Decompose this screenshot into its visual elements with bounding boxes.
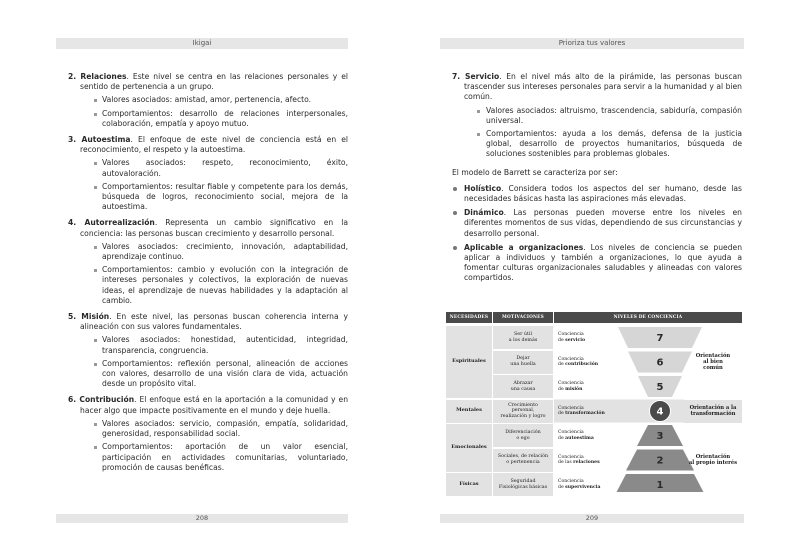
feature-text: . Los niveles de conciencia se pueden aplicar a individuos y también a organizaciones, lo que ayuda a fomentar culturas organizacionales saludables y alineadas con valores compartidos. — [464, 242, 743, 283]
consciousness-name — [558, 362, 616, 367]
motivation-line: Sociales, de relación — [497, 454, 549, 460]
level-name: Contribución — [79, 395, 135, 405]
left-page-number: 208 — [56, 514, 348, 523]
level-number-label: 4 — [656, 406, 664, 418]
level-item-bullet: Comportamientos: desarrollo de relaciones interpersonales, colaboración, empatía y apoyo mutuo. — [68, 109, 348, 129]
feature-item — [452, 208, 742, 239]
left-running-header: Ikigai — [56, 38, 348, 49]
motivation-line: Abrazar — [513, 380, 533, 386]
consciousness-label — [554, 326, 616, 349]
level-item-bullet: Comportamientos: resultar fiable y competente para los demás, búsqueda de logros, reconocimiento social, mejora de la autoestima. — [68, 182, 348, 213]
consciousness-name — [558, 436, 616, 441]
motivation-line: Crecimiento — [508, 402, 538, 408]
level-number-label: 6 — [656, 357, 664, 369]
level-text: . Representa un cambio significativo en la conciencia: las personas buscan crecimiento y desarrollo personal. — [80, 218, 348, 238]
orientation-line: al bien — [703, 359, 723, 365]
consciousness-name — [558, 338, 616, 343]
consciousness-prefix: Conciencia — [558, 332, 584, 338]
level-item-bullet: Comportamientos: ayuda a los demás, defensa de la justicia global, desarrollo de proyectos humanitarios, búsqueda de soluciones sostenibles para problemas globales. — [452, 129, 742, 160]
level-heading — [68, 135, 348, 155]
motivation-line: una causa — [510, 386, 536, 392]
consciousness-prefix: Conciencia — [558, 454, 584, 460]
barrett-levels-figure — [446, 312, 742, 492]
level-number-label: 5 — [656, 382, 664, 393]
consciousness-key: misión — [565, 386, 583, 392]
level-item-bullet: Valores asociados: honestidad, autenticidad, integridad, transparencia, congruencia. — [68, 335, 348, 355]
level-item-bullet: Valores asociados: altruismo, trascendencia, sabiduría, compasión universal. — [452, 106, 742, 126]
feature-name: Holístico — [464, 183, 502, 193]
level-item — [68, 395, 348, 472]
feature-item — [452, 243, 742, 284]
consciousness-label — [554, 473, 616, 496]
consciousness-prefix: Conciencia — [558, 430, 584, 436]
motivation-line: o pertenencia — [506, 460, 540, 465]
motivation-line: realización y logro — [500, 413, 546, 419]
consciousness-label — [554, 400, 616, 423]
level-number: 4. — [68, 218, 85, 228]
motivation-line: Dejar — [516, 356, 530, 362]
feature-text: . Las personas pueden moverse entre los niveles en diferentes momentos de sus vidas, dependiendo de sus circunstancias y desarrollo personal. — [464, 208, 742, 238]
orientation-label — [684, 326, 742, 398]
consciousness-name — [558, 460, 616, 465]
level-number: 3. — [68, 135, 82, 145]
consciousness-key: relaciones — [573, 460, 600, 465]
level-heading — [452, 72, 742, 103]
level-number: 6. — [68, 395, 80, 405]
consciousness-prefix: Conciencia — [558, 479, 584, 485]
level-item — [68, 218, 348, 306]
level-name: Misión — [81, 312, 110, 322]
consciousness-pre: de — [558, 484, 566, 490]
consciousness-pre: de — [558, 337, 566, 343]
level-number-label: 3 — [656, 431, 664, 442]
feature-name: Aplicable a organizaciones — [464, 242, 584, 252]
level-item-bullet: Comportamientos: reflexión personal, alineación de acciones con valores, desarrollo de una visión clara de vida, actuación desde un propósito vital. — [68, 359, 348, 390]
level-name: Relaciones — [80, 72, 127, 81]
consciousness-prefix: Conciencia — [558, 405, 584, 411]
level-item-bullet: Comportamientos: aportación de un valor esencial, participación en actividades comunitarias, voluntariado, promoción de causas benéficas. — [68, 442, 348, 473]
consciousness-key: supervivencia — [565, 484, 601, 490]
level-item — [452, 72, 742, 160]
motivation-line: personal, — [511, 408, 535, 414]
right-page-number: 209 — [440, 514, 744, 523]
consciousness-name — [558, 411, 616, 416]
level-number: 7. — [452, 72, 465, 81]
consciousness-key: contribución — [565, 362, 599, 367]
motivation-line: Ser útil — [513, 331, 532, 337]
consciousness-pre: de — [558, 362, 566, 367]
motivation-line: o ego — [516, 435, 530, 441]
feature-item — [452, 184, 742, 204]
orientation-line: Orientación — [695, 454, 731, 460]
level-name: Servicio — [464, 72, 500, 81]
level-name: Autorrealización — [84, 218, 155, 228]
header-levels: NIVELES DE CONCIENCIA — [554, 312, 742, 323]
consciousness-pre: de — [558, 435, 566, 441]
motivation-cell — [493, 424, 553, 447]
motivation-cell — [493, 400, 553, 423]
needs-cell: Mentales — [446, 400, 492, 423]
level-number-label: 2 — [656, 455, 664, 467]
motivation-line: una huella — [510, 362, 536, 367]
motivation-cell — [493, 375, 553, 398]
consciousness-pre: de — [558, 386, 566, 392]
right-running-header: Prioriza tus valores — [440, 38, 744, 49]
consciousness-prefix: Conciencia — [558, 381, 584, 387]
motivation-cell — [493, 351, 553, 374]
level-number: 5. — [68, 312, 82, 322]
level-text: . Este nivel se centra en las relaciones personales y el sentido de pertenencia a un grupo. — [80, 72, 349, 92]
level-number-label: 7 — [656, 333, 664, 344]
motivation-cell — [493, 473, 553, 496]
motivation-cell — [493, 326, 553, 349]
orientation-line: transformación — [690, 411, 736, 417]
needs-cell: Físicas — [446, 473, 492, 496]
level-item-bullet: Valores asociados: respeto, reconocimiento, éxito, autovaloración. — [68, 158, 348, 178]
consciousness-key: transformación — [565, 411, 605, 416]
motivation-cell — [493, 449, 553, 472]
level-heading — [68, 72, 348, 92]
feature-list — [452, 184, 742, 284]
level-items — [68, 95, 348, 129]
needs-cell: Emocionales — [446, 424, 492, 472]
right-page-body — [452, 72, 742, 288]
right-page — [394, 0, 788, 552]
level-name: Autoestima — [81, 135, 131, 145]
consciousness-pre: de las — [558, 460, 574, 465]
consciousness-key: autoestima — [565, 435, 594, 441]
orientation-line: al propio interés — [688, 460, 738, 466]
consciousness-label — [554, 424, 616, 447]
model-intro: El modelo de Barrett se caracteriza por ser: — [452, 167, 618, 177]
level-items — [68, 242, 348, 306]
level-item-bullet: Valores asociados: servicio, compasión, empatía, solidaridad, generosidad, responsabilidad social. — [68, 419, 348, 439]
consciousness-label — [554, 351, 616, 374]
consciousness-name — [558, 387, 616, 392]
level-item — [68, 312, 348, 389]
level-item — [68, 135, 348, 212]
level-items — [68, 158, 348, 212]
left-page-body — [68, 72, 348, 479]
level-heading — [68, 312, 348, 332]
level-text: . El enfoque está en la aportación a la comunidad y en hacer algo que impacte positivamente en el mundo y deje huella. — [80, 395, 349, 415]
feature-name: Dinámico — [464, 208, 504, 218]
feature-text: . Considera todos los aspectos del ser humano, desde las necesidades básicas hasta las aspiraciones más elevadas. — [464, 183, 742, 204]
level-item-bullet: Valores asociados: crecimiento, innovación, adaptabilidad, aprendizaje continuo. — [68, 242, 348, 262]
motivation-line: Fisiológicas básicas — [498, 484, 548, 490]
level-text: . En este nivel, las personas buscan coherencia interna y alineación con sus valores fundamentales. — [80, 312, 348, 332]
level-item — [68, 72, 348, 129]
level-items — [452, 106, 742, 160]
consciousness-key: servicio — [565, 337, 586, 343]
motivation-line: a los demás — [508, 337, 538, 343]
level-number: 2. — [68, 72, 81, 81]
level-text: . En el nivel más alto de la pirámide, las personas buscan trascender sus intereses personales para servir a la humanidad y al bien común. — [464, 72, 742, 102]
level-items — [68, 419, 348, 473]
level-heading — [68, 218, 348, 238]
header-needs: NECESIDADES — [446, 312, 492, 323]
level-items — [68, 335, 348, 389]
needs-cell: Espirituales — [446, 326, 492, 398]
motivation-line: Seguridad — [510, 478, 536, 484]
consciousness-pre: de — [558, 411, 566, 416]
level-text: . El enfoque de este nivel de conciencia está en el reconocimiento, el respeto y la autoestima. — [80, 135, 348, 155]
level-heading — [68, 395, 348, 415]
orientation-label — [684, 424, 742, 496]
orientation-line: Orientación — [695, 353, 731, 359]
orientation-line: Orientación a la — [689, 405, 737, 411]
level-item-bullet: Valores asociados: amistad, amor, pertenencia, afecto. — [68, 95, 348, 105]
consciousness-label — [554, 449, 616, 472]
header-motivations: MOTIVACIONES — [493, 312, 553, 323]
consciousness-label — [554, 375, 616, 398]
orientation-line: común — [703, 365, 723, 371]
orientation-label — [684, 400, 742, 423]
consciousness-name — [558, 485, 616, 490]
motivation-line: Diferenciación — [505, 429, 541, 435]
level-number-label: 1 — [656, 480, 664, 491]
level-item-bullet: Comportamientos: cambio y evolución con la integración de intereses personales y colectivos, la exploración de nuevas ideas, el aprendizaje de nuevas habilidades y la adaptación al cambio. — [68, 265, 348, 306]
consciousness-prefix: Conciencia — [558, 356, 584, 362]
